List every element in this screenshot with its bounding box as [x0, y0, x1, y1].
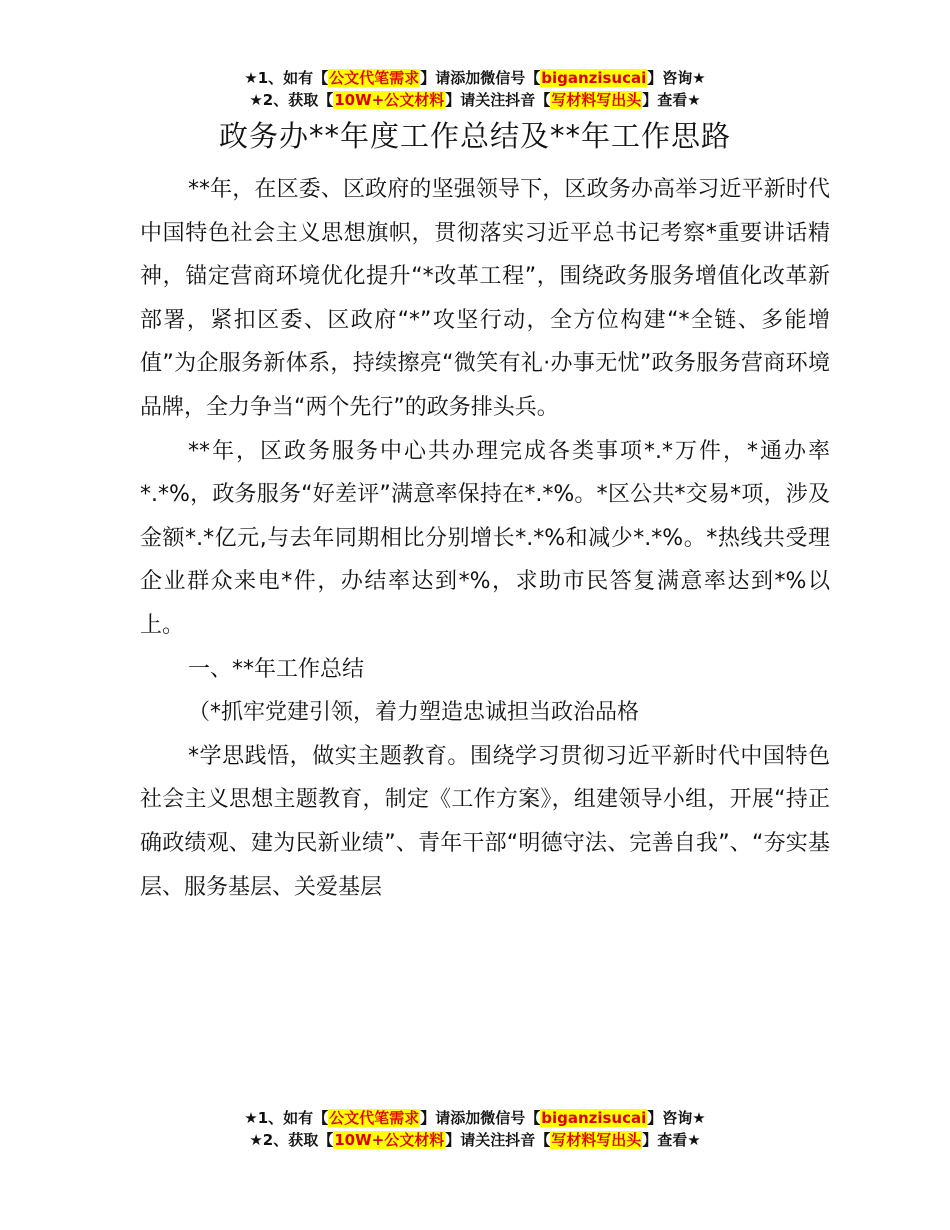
document-title: 政务办**年度工作总结及**年工作思路	[218, 119, 731, 153]
douyin-account: 写材料写出头	[551, 1131, 642, 1149]
wechat-id: biganzisucai	[541, 69, 647, 87]
footer-banner	[0, 1107, 950, 1151]
highlight-materials: 10W+公文材料	[334, 1131, 445, 1149]
banner-line-2: ★2、获取【10W+公文材料】请关注抖音【写材料写出头】查看★	[249, 91, 701, 109]
wechat-id: biganzisucai	[541, 1109, 647, 1127]
star-icon: ★	[249, 1131, 263, 1149]
banner-line-1: ★1、如有【公文代笔需求】请添加微信号【biganzisucai】咨询★	[244, 1109, 706, 1127]
banner-line-1: ★1、如有【公文代笔需求】请添加微信号【biganzisucai】咨询★	[244, 69, 706, 87]
star-icon: ★	[244, 69, 258, 87]
douyin-account: 写材料写出头	[551, 91, 642, 109]
banner-line-2: ★2、获取【10W+公文材料】请关注抖音【写材料写出头】查看★	[249, 1131, 701, 1149]
highlight-ghostwriting: 公文代笔需求	[329, 1109, 420, 1127]
document-body	[140, 168, 830, 909]
highlight-ghostwriting: 公文代笔需求	[329, 69, 420, 87]
paragraph-statistics: **年，区政务服务中心共办理完成各类事项*.*万件，*通办率*.*%，政务服务“好差评”满意率保持在*.*%。*区公共*交易*项，涉及金额*.*亿元,与去年同期相比分别增长*.*%和减少*.*%。*热线共受理企业群众来电*件，办结率达到*%，求助市民答复满意率达到*%以上。	[140, 438, 830, 638]
star-icon: ★	[244, 1109, 258, 1127]
subsection-heading: （*抓牢党建引领，着力塑造忠诚担当政治品格	[188, 700, 640, 726]
section-heading: 一、**年工作总结	[188, 656, 365, 682]
paragraph-intro: **年，在区委、区政府的坚强领导下，区政务办高举习近平新时代中国特色社会主义思想旗帜，贯彻落实习近平总书记考察*重要讲话精神，锚定营商环境优化提升“*改革工程”，围绕政务服务增值化改革新部署，紧扣区委、区政府“*”攻坚行动，全方位构建“*全链、多能增值”为企服务新体系，持续擦亮“微笑有礼·办事无忧”政务服务营商环境品牌，全力争当“两个先行”的政务排头兵。	[140, 177, 830, 420]
header-banner	[0, 67, 950, 111]
paragraph-theme-education: *学思践悟，做实主题教育。围绕学习贯彻习近平新时代中国特色社会主义思想主题教育，制定《工作方案》，组建领导小组，开展“持正确政绩观、建为民新业绩”、青年干部“明德守法、完善自我”、“夯实基层、服务基层、关爱基层	[140, 743, 830, 900]
star-icon: ★	[249, 91, 263, 109]
highlight-materials: 10W+公文材料	[334, 91, 445, 109]
